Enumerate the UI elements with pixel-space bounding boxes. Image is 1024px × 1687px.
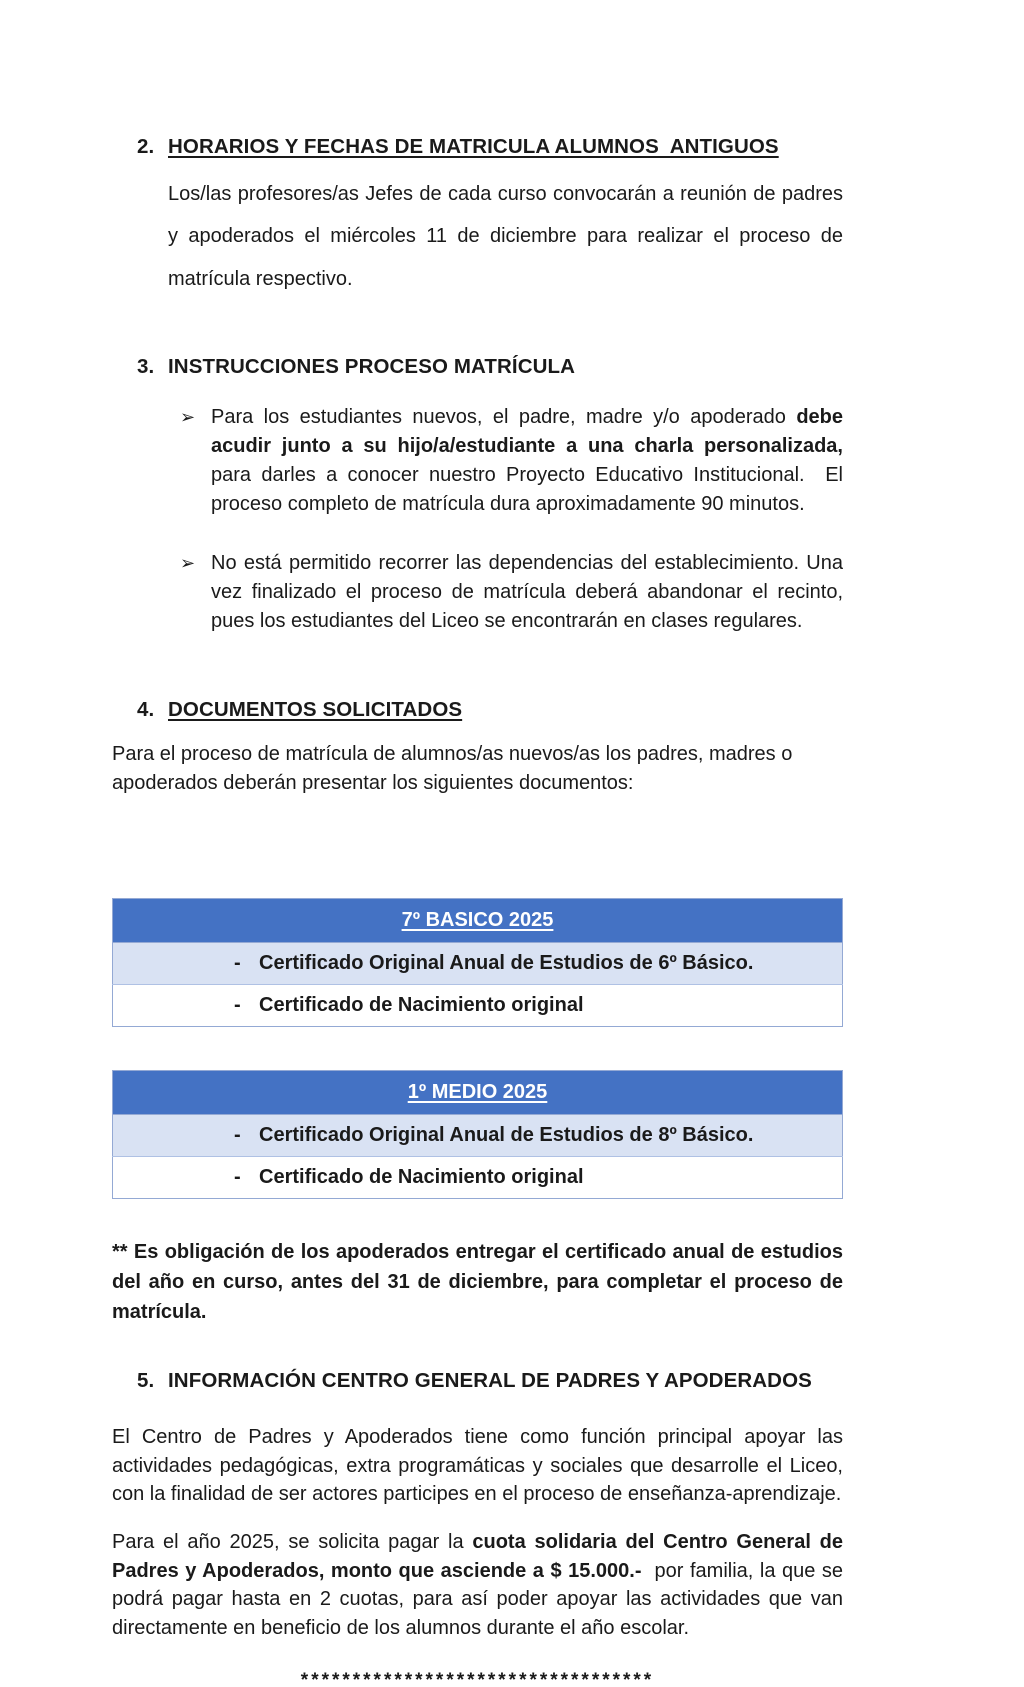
bullet-item-1 [180, 403, 849, 519]
section-2-heading [112, 135, 843, 159]
document-item-text: Certificado Original Anual de Estudios de 6º Básico. [259, 952, 754, 975]
bullet-2-text: No está permitido recorrer las dependencias del establecimiento. Una vez finalizado el proceso de matrícula deberá abandonar el recinto, pues los estudiantes del Liceo se encontrarán en clases regulares. [211, 552, 849, 633]
bullet-item-2 [180, 549, 849, 636]
asterisk-divider: ********************************** [300, 1669, 655, 1687]
section-2-paragraph: Los/las profesores/as Jefes de cada curso convocarán a reunión de padres y apoderados el miércoles 11 de diciembre para realizar el proceso de matrícula respectivo. [168, 183, 849, 290]
bullet-1-text [211, 403, 849, 519]
document-item-text: Certificado de Nacimiento original [259, 994, 584, 1017]
section-5-paragraph-1: El Centro de Padres y Apoderados tiene como función principal apoyar las actividades pedagógicas, extra programáticas y sociales que desarrolle el Liceo, con la finalidad de ser actores participes en el proceso de enseñanza-aprendizaje. [112, 1426, 849, 1505]
section-4-title: DOCUMENTOS SOLICITADOS [168, 698, 463, 722]
table-row [113, 1115, 843, 1157]
section-5-heading [112, 1369, 843, 1393]
table-row [113, 1157, 843, 1199]
paragraph-2-run-normal: Para el año 2025, se solicita pagar la [112, 1531, 473, 1554]
table-row [113, 985, 843, 1027]
arrowhead-bullet-icon: ➢ [180, 553, 196, 575]
bullet-1-run-bold: debe acudir junto a su hijo/a/estudiante a una charla personalizada, [211, 406, 849, 458]
document-item-text: Certificado de Nacimiento original [259, 1166, 584, 1189]
section-2-title: HORARIOS Y FECHAS DE MATRICULA ALUMNOS ANTIGUOS [168, 135, 779, 158]
list-dash: - [234, 1124, 241, 1147]
section-5-number: 5. [137, 1369, 155, 1393]
document-item-text: Certificado Original Anual de Estudios de 8º Básico. [259, 1124, 754, 1147]
list-dash: - [234, 1166, 241, 1189]
table-row [113, 943, 843, 985]
section-4-heading [112, 698, 843, 722]
documents-table-1-medio [112, 1070, 843, 1199]
bullet-1-run-normal-2: para darles a conocer nuestro Proyecto Educativo Institucional. El proceso completo de matrícula dura aproximadamente 90 minutos. [211, 435, 849, 516]
table-header-label: 7º BASICO 2025 [401, 909, 554, 932]
list-dash: - [234, 994, 241, 1017]
section-4-number: 4. [137, 698, 155, 722]
section-5-paragraph-2 [112, 1528, 849, 1642]
documents-table-7-basico [112, 898, 843, 1027]
section-3-number: 3. [137, 355, 155, 379]
list-dash: - [234, 952, 241, 975]
paragraph-2-run-bold: cuota solidaria del Centro General de Padres y Apoderados, monto que asciende a $ 15.000.- [112, 1531, 849, 1582]
paragraph-2-run-normal-2: por familia, la que se podrá pagar hasta en 2 cuotas, para así poder apoyar las actividades que van directamente en beneficio de los alumnos durante el año escolar. [112, 1559, 849, 1639]
section-3-heading [112, 355, 843, 379]
section-3-title: INSTRUCCIONES PROCESO MATRÍCULA [168, 355, 576, 379]
section-2-number: 2. [137, 135, 155, 158]
obligation-note: ** Es obligación de los apoderados entregar el certificado anual de estudios del año en curso, antes del 31 de diciembre, para completar el proceso de matrícula. [112, 1241, 849, 1324]
table-header-1-medio [113, 1071, 843, 1115]
arrowhead-bullet-icon: ➢ [180, 407, 196, 429]
section-4-intro: Para el proceso de matrícula de alumnos/as nuevos/as los padres, madres o apoderados deberán presentar los siguientes documentos: [112, 743, 798, 795]
section-5-title: INFORMACIÓN CENTRO GENERAL DE PADRES Y APODERADOS [168, 1369, 812, 1393]
table-header-label: 1º MEDIO 2025 [407, 1081, 548, 1104]
bullet-1-run-normal: Para los estudiantes nuevos, el padre, madre y/o apoderado [211, 406, 797, 429]
table-header-7-basico [113, 899, 843, 943]
